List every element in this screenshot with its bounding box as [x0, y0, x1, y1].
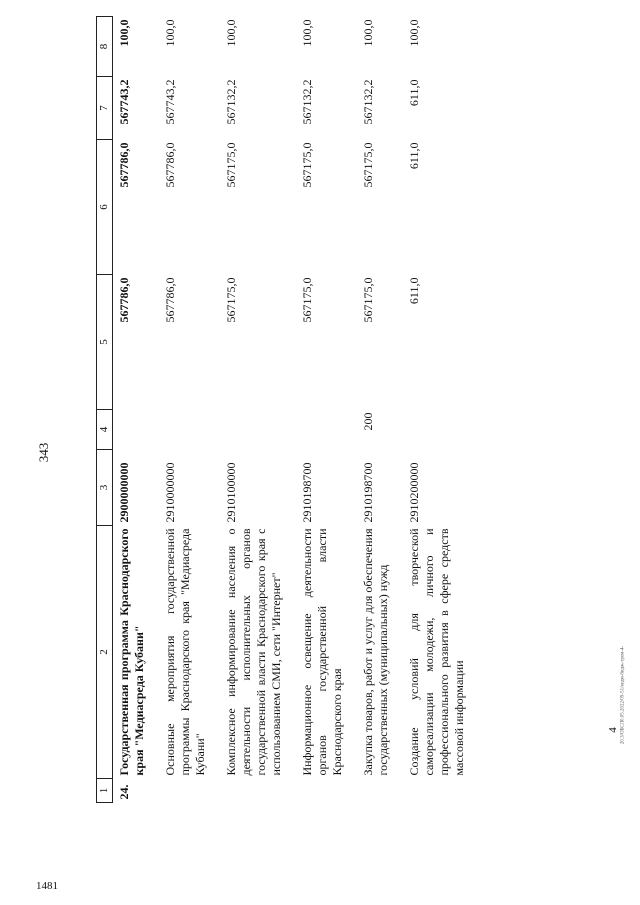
column-header: 3	[97, 450, 113, 526]
program-name: Государственная программа Краснодарского края "Медиасреда Кубани"	[117, 528, 146, 776]
row-number	[220, 779, 296, 803]
program-name: Создание условий для творческой самореализации молодежи, личного и профессионального развития в сфере средств массовой информации	[407, 528, 466, 776]
amount-col6: 567786,0	[117, 142, 131, 188]
amount-col7: 611,0	[407, 79, 421, 107]
amount-col6: 567786,0	[163, 142, 177, 188]
column-header: 2	[97, 526, 113, 779]
document-footer-stamp: 20.3/ОБСЛ0.05.2022/09-51/ведм-бидж-трем-4-	[620, 645, 626, 745]
amount-col5: 567786,0	[117, 277, 131, 323]
amount-col7: 567132,2	[224, 79, 238, 125]
row-number	[403, 779, 479, 803]
column-header: 6	[97, 140, 113, 275]
expense-type: 200	[361, 412, 375, 431]
column-header: 5	[97, 275, 113, 410]
amount-col7: 567132,2	[300, 79, 314, 125]
target-code: 2910198700	[361, 462, 375, 523]
sheet-page-number: 1481	[36, 880, 58, 892]
budget-table	[96, 16, 479, 803]
table-row	[403, 17, 479, 803]
expense-type	[296, 410, 357, 450]
page-corner-fragment: 4	[607, 727, 619, 733]
column-header: 7	[97, 77, 113, 140]
target-code: 2910000000	[163, 462, 177, 523]
amount-col5: 567175,0	[361, 277, 375, 323]
program-name: Комплексное информирование населения о деятельности исполнительных органов государственной власти Краснодарского края с использованием СМИ, сети "Интернет"	[224, 528, 283, 776]
column-header: 4	[97, 410, 113, 450]
row-number	[159, 779, 220, 803]
row-number	[357, 779, 403, 803]
program-name: Основные мероприятия государственной программы Краснодарского края "Медиасреда Кубани"	[163, 528, 207, 776]
row-number	[296, 779, 357, 803]
percent-col8: 100,0	[300, 19, 314, 47]
percent-col8: 100,0	[117, 19, 131, 47]
percent-col8: 100,0	[224, 19, 238, 47]
amount-col6: 611,0	[407, 142, 421, 170]
table-row	[113, 17, 160, 803]
target-code: 2900000000	[117, 462, 131, 523]
percent-col8: 100,0	[361, 19, 375, 47]
expense-type	[113, 410, 160, 450]
amount-col7: 567743,2	[163, 79, 177, 125]
row-number: 24.	[117, 784, 131, 800]
program-name: Закупка товаров, работ и услуг для обеспечения государственных (муниципальных) нужд	[361, 528, 390, 776]
expense-type	[220, 410, 296, 450]
amount-col5: 611,0	[407, 277, 421, 305]
amount-col5: 567175,0	[300, 277, 314, 323]
amount-col5: 567175,0	[224, 277, 238, 323]
column-header: 8	[97, 17, 113, 77]
target-code: 2910100000	[224, 462, 238, 523]
expense-type	[159, 410, 220, 450]
expense-type	[403, 410, 479, 450]
amount-col6: 567175,0	[361, 142, 375, 188]
amount-col7: 567132,2	[361, 79, 375, 125]
table-row	[220, 17, 296, 803]
column-header: 1	[97, 779, 113, 803]
target-code: 2910198700	[300, 462, 314, 523]
amount-col6: 567175,0	[224, 142, 238, 188]
percent-col8: 100,0	[407, 19, 421, 47]
percent-col8: 100,0	[163, 19, 177, 47]
amount-col5: 567786,0	[163, 277, 177, 323]
amount-col7: 567743,2	[117, 79, 131, 125]
table-row	[296, 17, 357, 803]
amount-col6: 567175,0	[300, 142, 314, 188]
target-code: 2910200000	[407, 462, 421, 523]
column-number-row	[97, 17, 113, 803]
table-row	[159, 17, 220, 803]
table-row	[357, 17, 403, 803]
program-name: Информационное освещение деятельности органов государственной власти Краснодарского края	[300, 528, 344, 776]
page-header-number: 343	[36, 442, 51, 463]
